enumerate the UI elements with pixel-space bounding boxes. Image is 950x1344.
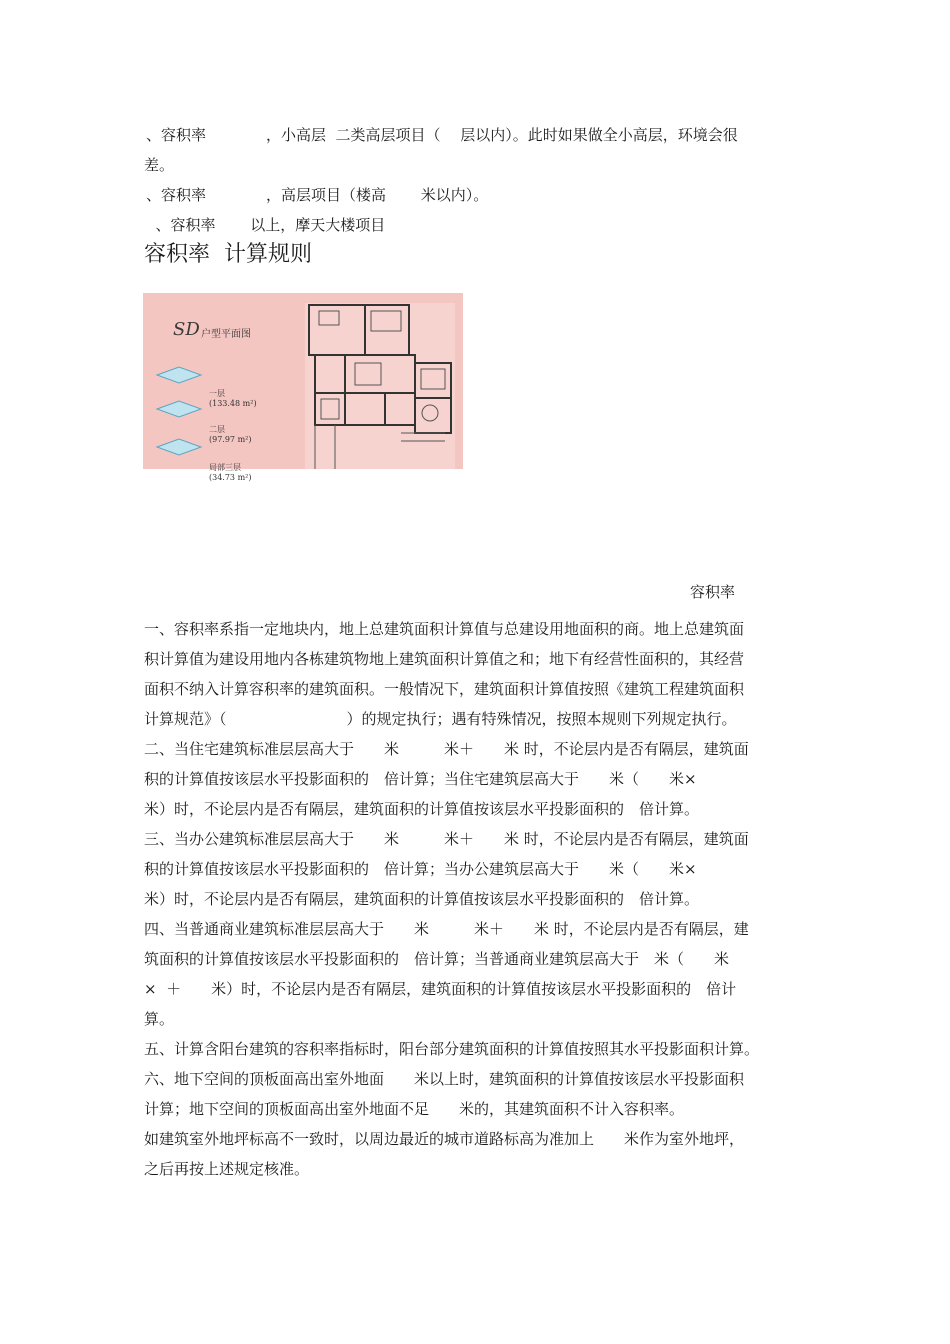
body-line: 米）时，不论层内是否有隔层，建筑面积的计算值按该层水平投影面积的 倍计算。 (144, 800, 700, 818)
body-line: 五、计算含阳台建筑的容积率指标时，阳台部分建筑面积的计算值按照其水平投影面积计算。 (144, 1040, 760, 1058)
level-2-label: 二层 (97.97 m²) (209, 425, 252, 444)
body-line: 三、当办公建筑标准层层高大于 米 米＋ 米 时，不论层内是否有隔层，建筑面 (144, 830, 749, 848)
figure-title: 户型平面图 (201, 329, 251, 340)
body-line: 积的计算值按该层水平投影面积的 倍计算；当办公建筑层高大于 米（ 米× (144, 860, 697, 878)
level-diamond-icons (155, 367, 205, 467)
body-line: 算。 (144, 1010, 175, 1028)
body-line: 面积不纳入计算容积率的建筑面积。一般情况下，建筑面积计算值按照《建筑工程建筑面积 (144, 680, 745, 698)
body-line: 米）时，不论层内是否有隔层，建筑面积的计算值按该层水平投影面积的 倍计算。 (144, 890, 700, 908)
brand-logo: SD (173, 319, 200, 340)
body-line: 计算规范》（ ）的规定执行；遇有特殊情况，按照本规则下列规定执行。 (144, 710, 737, 728)
level-1-label: 一层 (133.48 m²) (209, 389, 257, 408)
body-line: 积计算值为建设用地内各栋建筑物地上建筑面积计算值之和；地下有经营性面积的，其经营 (144, 650, 745, 668)
body-line: 一、容积率系指一定地块内，地上总建筑面积计算值与总建设用地面积的商。地上总建筑面 (144, 620, 745, 638)
floor-plan-drawing (305, 303, 455, 469)
body-line: 如建筑室外地坪标高不一致时，以周边最近的城市道路标高为准加上 米作为室外地坪， (144, 1130, 745, 1148)
body-line: 之后再按上述规定核准。 (144, 1160, 310, 1178)
section-title: 容积率 (690, 583, 736, 601)
intro-line-1: 、容积率 ，小高层 二类高层项目（ 层以内）。此时如果做全小高层，环境会很 (146, 126, 738, 144)
floor-plan-image (143, 293, 463, 482)
section-heading: 容积率 计算规则 (144, 242, 312, 267)
body-line: 六、地下空间的顶板面高出室外地面 米以上时，建筑面积的计算值按该层水平投影面积 (144, 1070, 745, 1088)
body-line: 计算；地下空间的顶板面高出室外地面不足 米的，其建筑面积不计入容积率。 (144, 1100, 685, 1118)
body-line: 积的计算值按该层水平投影面积的 倍计算；当住宅建筑层高大于 米（ 米× (144, 770, 697, 788)
intro-line-2: 差。 (144, 156, 175, 174)
body-line: × ＋ 米）时，不论层内是否有隔层，建筑面积的计算值按该层水平投影面积的 倍计 (144, 980, 737, 998)
intro-line-4: 、容积率 以上，摩天大楼项目 (146, 216, 386, 234)
level-3-label: 局部三层 (34.73 m²) (209, 463, 252, 482)
intro-line-3: 、容积率 ，高层项目（楼高 米以内）。 (146, 186, 489, 204)
body-line: 四、当普通商业建筑标准层层高大于 米 米＋ 米 时，不论层内是否有隔层，建 (144, 920, 749, 938)
body-line: 筑面积的计算值按该层水平投影面积的 倍计算；当普通商业建筑层高大于 米（ 米 (144, 950, 730, 968)
body-line: 二、当住宅建筑标准层层高大于 米 米＋ 米 时，不论层内是否有隔层，建筑面 (144, 740, 749, 758)
